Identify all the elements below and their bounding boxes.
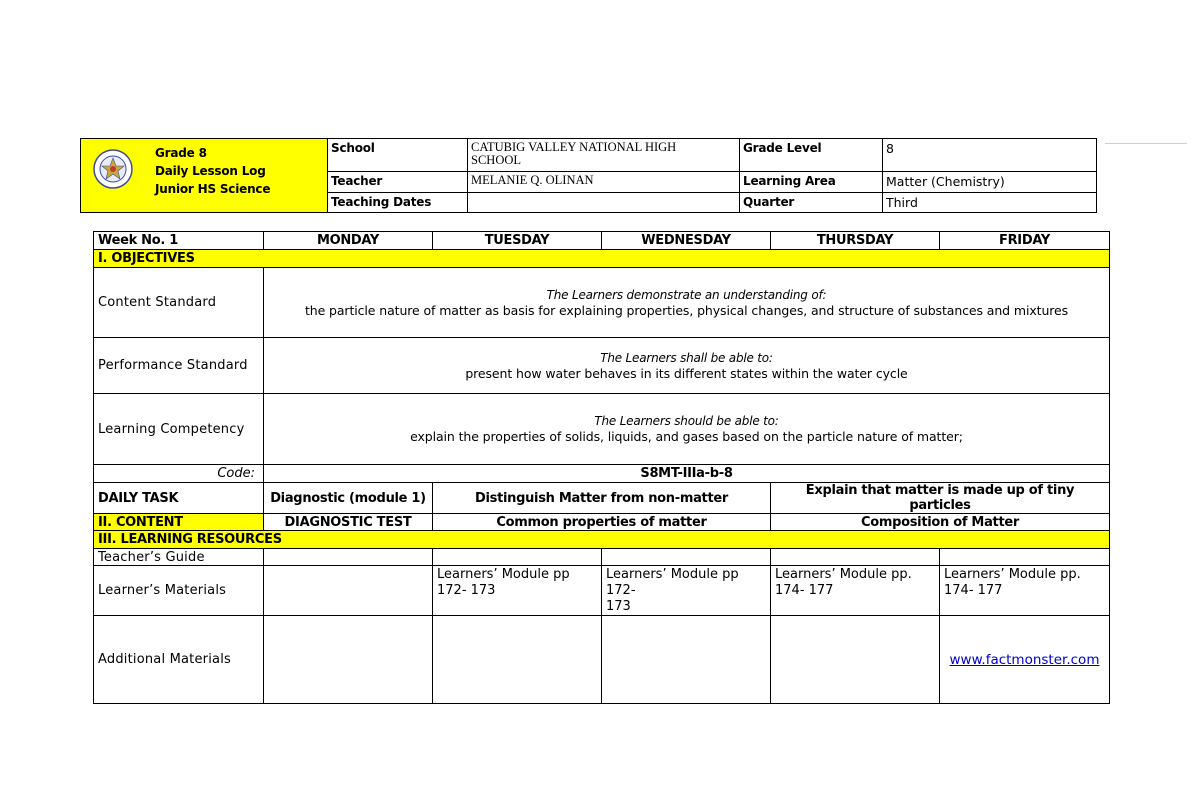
learners-materials-monday [264,566,433,616]
code-value: S8MT-IIIa-b-8 [264,465,1110,483]
teachers-guide-label: Teacher’s Guide [94,549,264,566]
teacher-value: MELANIE Q. OLINAN [468,172,740,193]
header-titles [155,144,270,198]
learning-competency-cell [264,394,1110,465]
day-monday: MONDAY [264,232,433,250]
lesson-log-table [93,231,1110,704]
daily-task-row [94,483,1110,514]
learners-materials-tuesday-line1: Learners’ Module pp [437,567,570,582]
quarter-label: Quarter [740,193,883,213]
performance-standard-label: Performance Standard [94,338,264,394]
additional-materials-monday [264,616,433,704]
teaching-dates-label: Teaching Dates [328,193,468,213]
daily-task-label: DAILY TASK [94,483,264,514]
learning-competency-row [94,394,1110,465]
school-value-line2: SCHOOL [471,153,522,167]
school-value [468,139,740,172]
learners-materials-wednesday [602,566,771,616]
teachers-guide-friday [940,549,1110,566]
resources-heading-row [94,531,1110,549]
day-friday: FRIDAY [940,232,1110,250]
content-row [94,514,1110,531]
additional-materials-friday [940,616,1110,704]
additional-materials-tuesday [433,616,602,704]
daily-task-thu-fri: Explain that matter is made up of tiny particles [771,483,1110,514]
day-tuesday: TUESDAY [433,232,602,250]
performance-standard-text: present how water behaves in its different states within the water cycle [465,365,908,381]
daily-task-monday: Diagnostic (module 1) [264,483,433,514]
learners-materials-friday [940,566,1110,616]
learning-area-label: Learning Area [740,172,883,193]
content-standard-lead: The Learners demonstrate an understanding of: [546,287,827,302]
content-thu-fri: Composition of Matter [771,514,1110,531]
content-standard-text: the particle nature of matter as basis for explaining properties, physical changes, and structure of substances and mixtures [304,302,1069,318]
additional-materials-thursday [771,616,940,704]
teachers-guide-tuesday [433,549,602,566]
school-value-line1: CATUBIG VALLEY NATIONAL HIGH [471,140,677,154]
header-table [80,138,1097,213]
content-standard-label: Content Standard [94,268,264,338]
additional-materials-row [94,616,1110,704]
header-title-cell [81,139,328,213]
learners-materials-wednesday-line2: 173 [606,599,631,614]
teachers-guide-wednesday [602,549,771,566]
school-label: School [328,139,468,172]
content-tue-wed: Common properties of matter [433,514,771,531]
quarter-value: Third [883,193,1097,213]
grade-level-value: 8 [883,139,1097,172]
learners-materials-friday-line1: Learners’ Module pp. [944,567,1081,582]
content-standard-row [94,268,1110,338]
learning-competency-lead: The Learners should be able to: [594,414,779,428]
content-standard-cell [264,268,1110,338]
day-thursday: THURSDAY [771,232,940,250]
learners-materials-wednesday-line1: Learners’ Module pp 172- [606,567,739,598]
resources-heading: III. LEARNING RESOURCES [94,531,1110,549]
daily-task-tue-wed: Distinguish Matter from non-matter [433,483,771,514]
learning-area-value: Matter (Chemistry) [883,172,1097,193]
deped-seal-icon [93,149,133,189]
learning-competency-label: Learning Competency [94,394,264,465]
teacher-label: Teacher [328,172,468,193]
learners-materials-tuesday [433,566,602,616]
performance-standard-lead: The Learners shall be able to: [600,350,773,365]
learners-materials-tuesday-line2: 172- 173 [437,583,496,598]
objectives-heading-row [94,250,1110,268]
additional-materials-label: Additional Materials [94,616,264,704]
performance-standard-cell [264,338,1110,394]
learners-materials-friday-line2: 174- 177 [944,583,1003,598]
header-title-grade: Grade 8 [155,146,207,160]
week-row [94,232,1110,250]
page-edge-rule [1105,143,1187,144]
learners-materials-thursday-line2: 174- 177 [775,583,834,598]
week-number: Week No. 1 [94,232,264,250]
performance-standard-row [94,338,1110,394]
learners-materials-row [94,566,1110,616]
teaching-dates-value [468,193,740,213]
header-title-subject: Junior HS Science [155,182,271,196]
learners-materials-label: Learner’s Materials [94,566,264,616]
day-wednesday: WEDNESDAY [602,232,771,250]
additional-materials-wednesday [602,616,771,704]
learning-competency-text: explain the properties of solids, liquids, and gases based on the particle nature of matter; [410,429,963,444]
content-label: II. CONTENT [94,514,264,531]
content-monday: DIAGNOSTIC TEST [264,514,433,531]
factmonster-link[interactable]: www.factmonster.com [949,651,1100,668]
learners-materials-thursday-line1: Learners’ Module pp. [775,567,912,582]
objectives-heading: I. OBJECTIVES [94,250,1110,268]
teachers-guide-monday [264,549,433,566]
learners-materials-thursday [771,566,940,616]
code-label: Code: [94,465,264,483]
header-title-log: Daily Lesson Log [155,164,266,178]
code-row [94,465,1110,483]
teachers-guide-thursday [771,549,940,566]
grade-level-label: Grade Level [740,139,883,172]
teachers-guide-row [94,549,1110,566]
